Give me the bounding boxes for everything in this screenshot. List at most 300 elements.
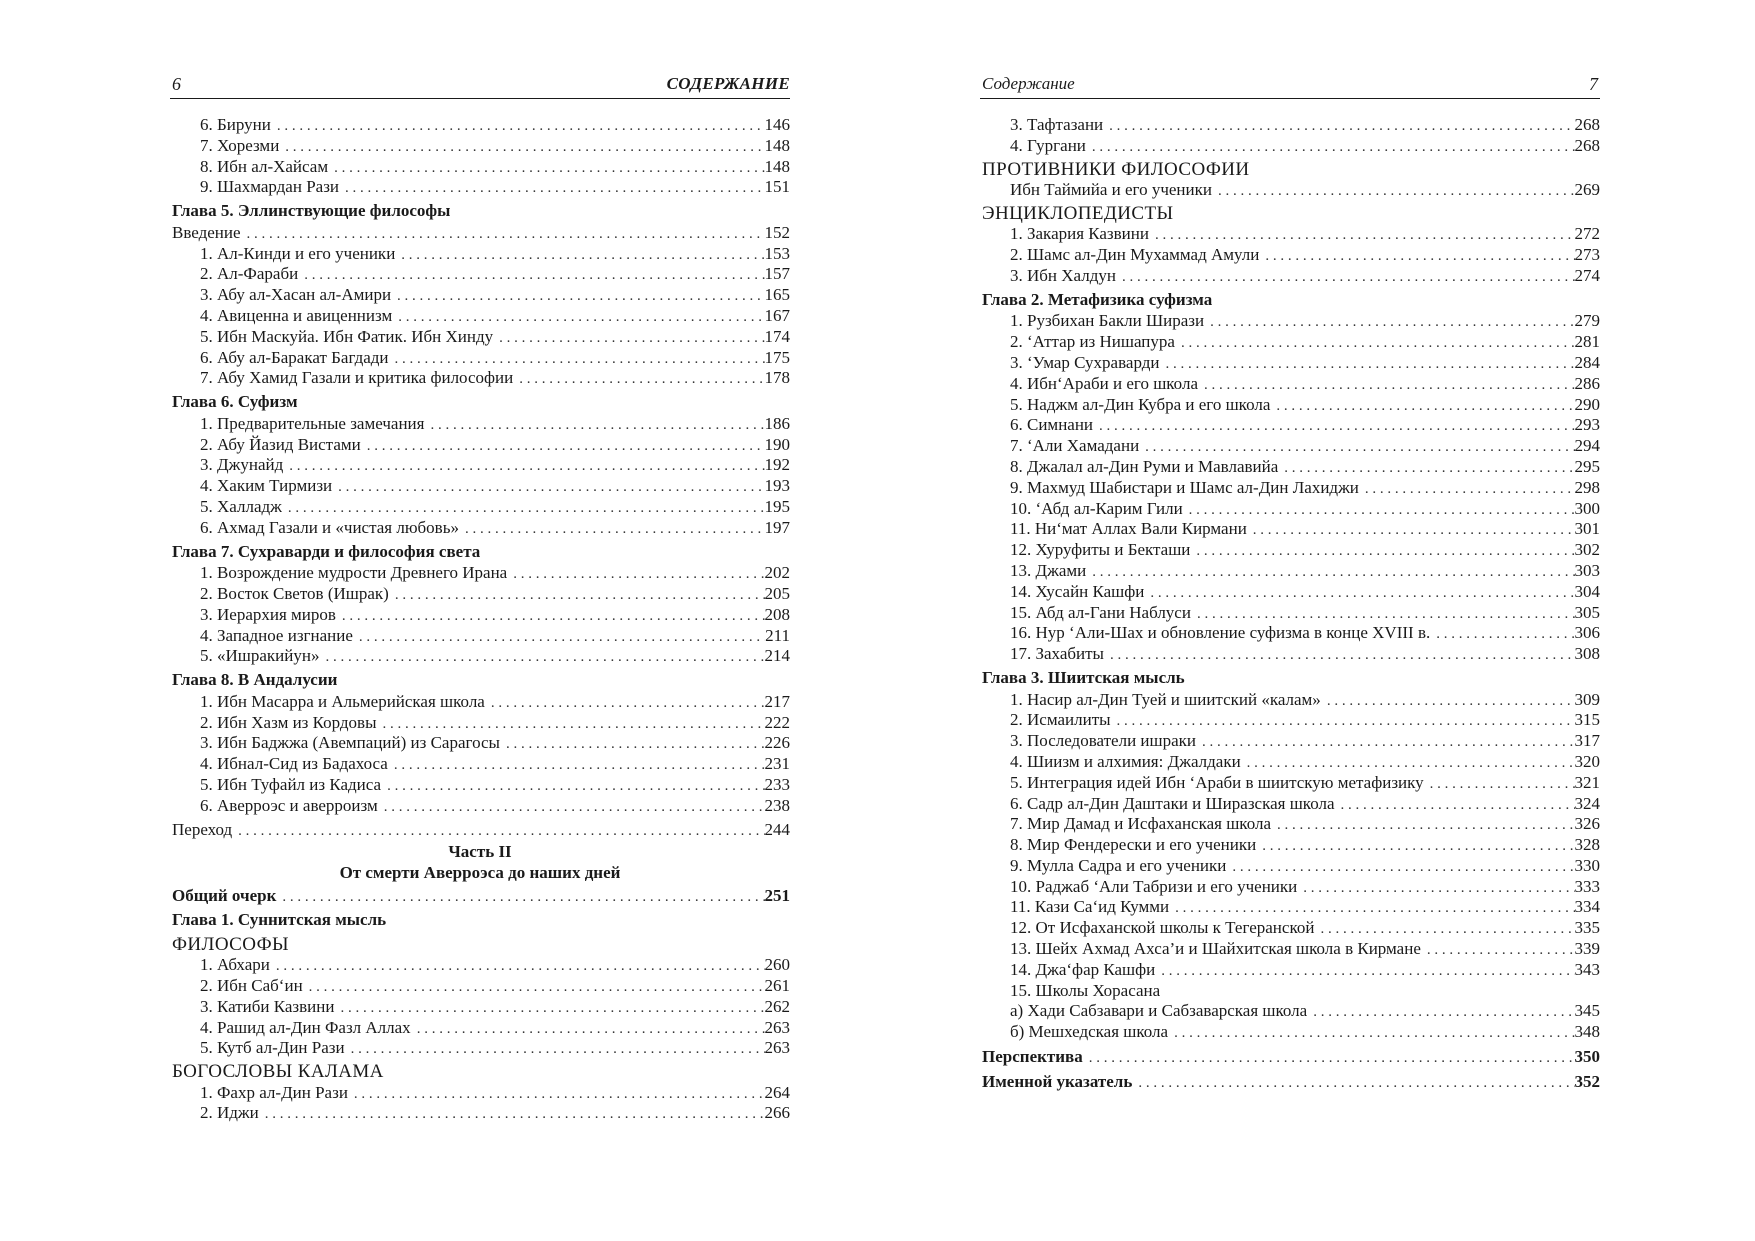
dot-leader [1303,878,1574,899]
toc-entry-title: 8. Ибн ал-Хайсам [200,156,329,176]
toc-entry [170,455,790,476]
toc-entry-title: 6. Ахмад Газали и «чистая любовь» [200,517,459,537]
dot-leader [1196,541,1574,562]
toc-entry-page: 157 [764,264,790,284]
dot-leader [282,887,764,908]
chapter-heading: Глава 5. Эллинствующие философы [172,201,451,221]
toc-entry [980,478,1600,499]
toc-entry-page: 261 [764,975,790,995]
toc-entry-page: 330 [1574,855,1600,875]
toc-entry-page: 268 [1574,135,1600,155]
toc-entry-title: Ибн Таймийа и его ученики [1010,180,1212,200]
toc-entry [170,775,790,796]
toc-entry-title: 2. Абу Йазид Вистами [200,434,361,454]
toc-entry [980,395,1600,416]
dot-leader [1174,1023,1574,1044]
dot-leader [1284,458,1574,479]
dot-leader [1089,1048,1575,1069]
toc-entry [170,976,790,997]
toc-entry-page: 339 [1574,939,1600,959]
toc-entry-title: 14. Хусайн Кашфи [1010,581,1145,601]
toc-entry-page: 186 [764,413,790,433]
toc-entry-title: 3. Катиби Казвини [200,996,335,1016]
dot-leader [359,627,765,648]
dot-leader [1436,624,1574,645]
toc-entry-title: 7. Хорезми [200,135,280,155]
toc-entry [980,436,1600,457]
toc-entry-title: 3. Абу ал-Хасан ал-Амири [200,285,392,305]
toc-entry-page: 153 [764,243,790,263]
dot-leader [1276,396,1574,417]
toc-entry [980,245,1600,266]
toc-entry [980,981,1600,1002]
dot-leader [383,714,765,735]
running-title: СОДЕРЖАНИЕ [666,74,790,93]
dot-leader [325,647,764,668]
toc-entry-title: 12. Хуруфиты и Бекташи [1010,540,1191,560]
toc-entry-title: 3. Джунайд [200,455,284,475]
toc-entry [980,623,1600,644]
dot-leader [309,977,765,998]
toc-entry-page: 300 [1574,498,1600,518]
right-page [980,0,1600,1241]
chapter-heading: Глава 3. Шиитская мысль [982,667,1185,687]
dot-leader [1092,562,1574,583]
toc-entry [980,752,1600,773]
dot-leader [1109,116,1574,137]
toc-entry [980,332,1600,353]
toc-entry-page: 178 [764,368,790,388]
toc-entry [170,136,790,157]
toc-entry-title: Общий очерк [172,886,277,906]
toc-entry-title: 3. Ибн Баджжа (Авемпаций) из Сарагосы [200,733,500,753]
dot-leader [289,456,764,477]
toc-entry-title: 5. Халладж [200,496,282,516]
toc-entry-page: 326 [1574,814,1600,834]
toc-entry-page: 335 [1574,918,1600,938]
toc-entry-page: 308 [1574,644,1600,664]
toc-entry-page: 268 [1574,115,1600,134]
toc-entry [980,1022,1600,1043]
section-heading: ЭНЦИКЛОПЕДИСТЫ [982,202,1174,224]
toc-entry-title: 4. Хаким Тирмизи [200,476,333,496]
dot-leader [1161,961,1574,982]
toc-entry-page: 205 [764,583,790,603]
page-number: 7 [1589,74,1598,94]
toc-entry-title: а) Хади Сабзавари и Сабзаварская школа [1010,1001,1308,1021]
dot-leader [1150,583,1574,604]
toc-entry [980,561,1600,582]
toc-entry [170,518,790,539]
dot-leader [1341,795,1575,816]
toc-entry-page: 305 [1574,602,1600,622]
dot-leader [384,797,765,818]
dot-leader [401,245,764,266]
dot-leader [1122,267,1575,288]
toc-entry-title: 3. Иерархия миров [200,604,336,624]
toc-entry [170,435,790,456]
toc-entry [170,285,790,306]
toc-entry-title: 4. Западное изгнание [200,625,353,645]
toc-entry [980,731,1600,752]
chapter-heading: Глава 6. Суфизм [172,392,298,412]
toc-entry [980,773,1600,794]
dot-leader [351,1039,765,1060]
toc-entry-page: 279 [1574,311,1600,331]
running-head [170,74,790,99]
dot-leader [304,265,764,286]
toc-entry [980,897,1600,918]
toc-entry [170,264,790,285]
toc-entry-page: 343 [1574,959,1600,979]
toc-entry [980,457,1600,478]
toc-entry-title: 13. Шейх Ахмад Ахса’и и Шайхитская школа в Кирмане [1010,939,1421,959]
toc-entry-page: 301 [1574,519,1600,539]
toc-entry-title: 4. Шиизм и алхимия: Джалдаки [1010,751,1241,771]
toc-entry-page: 244 [764,820,790,840]
toc-entry-title: 1. Рузбихан Бакли Ширази [1010,311,1205,331]
toc-entry-page: 304 [1574,581,1600,601]
toc-entry-title: 3. Последователи ишраки [1010,731,1197,751]
dot-leader [285,137,764,158]
toc-entry [170,605,790,626]
toc-entry-page: 202 [764,563,790,583]
toc-entry-page: 352 [1574,1071,1600,1091]
dot-leader [354,1084,765,1105]
toc-entry-title: 1. Предварительные замечания [200,413,425,433]
toc-entry [980,794,1600,815]
dot-leader [1262,836,1574,857]
toc-entry-title: 5. Ибн Туфайл из Кадиса [200,774,382,794]
toc-entry-title: 1. Фахр ал-Дин Рази [200,1082,348,1102]
toc-entry [980,835,1600,856]
toc-entry [170,1103,790,1124]
toc-entry [170,796,790,817]
dot-leader [465,519,765,540]
dot-leader [1218,181,1575,202]
chapter-heading: Глава 1. Суннитская мысль [172,910,387,930]
toc-entry-title: 1. Ибн Масарра и Альмерийская школа [200,691,485,711]
toc-entry-page: 334 [1574,897,1600,917]
toc-entry [170,177,790,198]
toc-entry-page: 348 [1574,1022,1600,1042]
toc-entry-page: 345 [1574,1001,1600,1021]
toc-entry-page: 222 [764,712,790,732]
toc-entry-title: 4. Гургани [1010,135,1086,155]
toc-entry-title: 7. ‘Али Хамадани [1010,436,1140,456]
toc-entry-page: 214 [764,646,790,666]
toc-entry-title: 4. Авиценна и авиценнизм [200,305,393,325]
toc-entry-page: 294 [1574,436,1600,456]
dot-leader [247,224,765,245]
toc-entry-title: Введение [172,222,241,242]
toc-entry [170,713,790,734]
toc-entry [170,584,790,605]
toc-list [170,115,790,1124]
toc-entry-title: 10. Раджаб ‘Али Табризи и его ученики [1010,876,1298,896]
toc-entry-title: 6. Симнани [1010,415,1094,435]
toc-entry-page: 269 [1574,180,1600,200]
toc-entry-title: 1. Абхари [200,955,270,975]
toc-entry-title: 4. Рашид ал-Дин Фазл Аллах [200,1017,411,1037]
toc-entry-page: 211 [765,625,790,645]
dot-leader [1181,333,1575,354]
toc-entry [980,115,1600,136]
toc-entry-title: 4. Ибн‘Араби и его школа [1010,373,1198,393]
toc-entry-title: 14. Джа‘фар Кашфи [1010,959,1156,979]
dot-leader [1117,711,1575,732]
toc-entry [980,710,1600,731]
toc-entry-title: 2. Иджи [200,1103,259,1123]
toc-entry-page: 193 [764,476,790,496]
toc-entry-page: 146 [764,115,790,134]
toc-entry-page: 165 [764,285,790,305]
toc-entry [980,499,1600,520]
toc-entry-title: 9. Мулла Садра и его ученики [1010,855,1227,875]
toc-entry [980,519,1600,540]
toc-entry [980,690,1600,711]
toc-entry-title: Именной указатель [982,1071,1133,1091]
toc-entry [170,692,790,713]
dot-leader [395,349,765,370]
left-page [170,0,790,1241]
toc-entry [980,877,1600,898]
toc-entry-title: 6. Садр ал-Дин Даштаки и Ширазская школа [1010,793,1335,813]
toc-entry [980,266,1600,287]
toc-entry [980,814,1600,835]
dot-leader [506,734,765,755]
toc-entry-page: 302 [1574,540,1600,560]
dot-leader [1202,732,1574,753]
dot-leader [1145,437,1574,458]
dot-leader [387,776,764,797]
toc-entry-title: 8. Джалал ал-Дин Руми и Мавлавийа [1010,456,1279,476]
dot-leader [1277,815,1574,836]
dot-leader [1197,604,1575,625]
toc-entry-page: 174 [764,326,790,346]
toc-entry [170,244,790,265]
toc-entry-title: 6. Бируни [200,115,271,134]
toc-entry-page: 273 [1574,245,1600,265]
toc-entry-title: Переход [172,820,233,840]
toc-entry-page: 286 [1574,373,1600,393]
toc-entry-page: 192 [764,455,790,475]
toc-entry [980,311,1600,332]
section-heading: ФИЛОСОФЫ [172,933,289,955]
toc-entry-title: 2. Восток Светов (Ишрак) [200,583,389,603]
toc-entry-title: 5. Кутб ал-Дин Рази [200,1038,345,1058]
toc-entry [980,582,1600,603]
toc-entry [980,918,1600,939]
toc-entry-page: 295 [1574,456,1600,476]
dot-leader [1175,898,1574,919]
dot-leader [1265,246,1574,267]
dot-leader [1210,312,1574,333]
dot-leader [1427,940,1575,961]
toc-entry-page: 284 [1574,352,1600,372]
dot-leader [367,436,765,457]
dot-leader [1253,520,1575,541]
toc-entry-title: Перспектива [982,1047,1083,1067]
toc-entry-title: 17. Захабиты [1010,644,1104,664]
toc-entry-title: 1. Ал-Кинди и его ученики [200,243,396,263]
dot-leader [277,116,765,137]
toc-entry [170,886,790,907]
toc-entry-title: 2. Шамс ал-Дин Мухаммад Амули [1010,245,1260,265]
toc-entry [170,115,790,136]
toc-entry-page: 263 [764,1017,790,1037]
running-head [980,74,1600,99]
toc-entry [980,1072,1600,1093]
dot-leader [430,415,764,436]
dot-leader [1110,645,1575,666]
toc-entry-title: 16. Нур ‘Али-Шах и обновление суфизма в конце XVIII в. [1010,623,1431,643]
dot-leader [1247,753,1575,774]
toc-entry [980,136,1600,157]
toc-entry-title: 7. Мир Дамад и Исфаханская школа [1010,814,1272,834]
toc-entry-page: 226 [764,733,790,753]
toc-entry-page: 217 [764,691,790,711]
toc-entry-page: 306 [1574,623,1600,643]
toc-entry-page: 321 [1574,772,1600,792]
toc-entry [170,306,790,327]
dot-leader [1138,1073,1574,1094]
toc-entry [980,224,1600,245]
toc-entry [980,415,1600,436]
toc-entry [170,368,790,389]
dot-leader [499,328,764,349]
toc-entry-title: 5. «Ишракийун» [200,646,320,666]
toc-entry-page: 263 [764,1038,790,1058]
toc-entry-title: 2. Ибн Саб‘ин [200,975,303,995]
dot-leader [1430,774,1575,795]
toc-entry-title: 3. Тафтазани [1010,115,1104,134]
toc-entry-title: 12. От Исфаханской школы к Тегеранской [1010,918,1315,938]
toc-entry-page: 350 [1574,1047,1600,1067]
toc-entry [980,1001,1600,1022]
section-heading: БОГОСЛОВЫ КАЛАМА [172,1061,384,1083]
toc-entry-title: 2. Исмаилиты [1010,710,1111,730]
toc-entry-title: 5. Ибн Маскуйа. Ибн Фатик. Ибн Хинду [200,326,494,346]
toc-entry-page: 328 [1574,835,1600,855]
toc-entry [980,180,1600,201]
toc-entry-title: 5. Наджм ал-Дин Кубра и его школа [1010,394,1271,414]
toc-entry [980,374,1600,395]
toc-entry-title: 3. ‘Умар Сухраварди [1010,352,1160,372]
toc-entry [170,1038,790,1059]
dot-leader [1092,137,1575,158]
dot-leader [345,178,764,199]
dot-leader [1204,375,1575,396]
toc-entry-title: 2. Ал-Фараби [200,264,299,284]
toc-entry-page: 290 [1574,394,1600,414]
toc-entry [170,157,790,178]
dot-leader [342,606,765,627]
dot-leader [1189,500,1575,521]
toc-entry-page: 266 [764,1103,790,1123]
dot-leader [1099,416,1574,437]
dot-leader [1165,354,1574,375]
toc-entry-title: 15. Абд ал-Гани Наблуси [1010,602,1191,622]
toc-entry-title: 10. ‘Абд ал-Карим Гили [1010,498,1183,518]
dot-leader [519,369,764,390]
toc-entry [980,960,1600,981]
toc-entry [980,856,1600,877]
toc-entry [170,348,790,369]
dot-leader [265,1104,765,1125]
toc-entry-page: 272 [1574,224,1600,244]
toc-entry-title: 4. Ибнал-Сид из Бадахоса [200,754,388,774]
toc-entry-page: 317 [1574,731,1600,751]
toc-entry [170,733,790,754]
toc-entry [170,754,790,775]
toc-entry-title: 9. Махмуд Шабистари и Шамс ал-Дин Лахиджи [1010,477,1359,497]
toc-entry [170,646,790,667]
toc-entry-title: 11. Кази Са‘ид Кумми [1010,897,1170,917]
toc-list [980,115,1600,1093]
dot-leader [276,956,765,977]
toc-entry-page: 303 [1574,560,1600,580]
toc-entry [980,540,1600,561]
toc-entry-page: 175 [764,347,790,367]
toc-entry-page: 320 [1574,751,1600,771]
toc-entry-title: 1. Возрождение мудрости Древнего Ирана [200,563,508,583]
toc-entry [980,353,1600,374]
toc-entry-page: 274 [1574,265,1600,285]
toc-entry [170,626,790,647]
toc-entry-page: 260 [764,955,790,975]
part-heading: От смерти Аверроэса до наших дней [339,862,621,882]
toc-entry-page: 315 [1574,710,1600,730]
dot-leader [491,693,765,714]
dot-leader [1232,857,1574,878]
toc-entry [980,939,1600,960]
toc-entry-page: 208 [764,604,790,624]
toc-entry-title: 2. ‘Аттар из Нишапура [1010,332,1175,352]
toc-entry-page: 264 [764,1082,790,1102]
toc-entry-title: 8. Мир Фендерески и его ученики [1010,835,1257,855]
toc-entry [170,820,790,841]
toc-entry-page: 167 [764,305,790,325]
toc-entry-page: 197 [764,517,790,537]
toc-entry-title: б) Мешхедская школа [1010,1022,1169,1042]
chapter-heading: Глава 8. В Андалусии [172,670,338,690]
chapter-heading: Глава 2. Метафизика суфизма [982,289,1213,309]
toc-entry-title: 13. Джами [1010,560,1087,580]
dot-leader [398,307,764,328]
toc-entry-title: 6. Абу ал-Баракат Багдади [200,347,389,367]
toc-entry-page: 293 [1574,415,1600,435]
toc-entry-title: 6. Аверроэс и аверроизм [200,795,378,815]
toc-entry [170,1083,790,1104]
toc-entry-page: 333 [1574,876,1600,896]
toc-entry-page: 251 [764,886,790,906]
dot-leader [394,755,765,776]
toc-entry [170,327,790,348]
toc-entry-page: 238 [764,795,790,815]
toc-entry-page: 195 [764,496,790,516]
running-title: Содержание [982,74,1075,93]
toc-entry-page: 148 [764,156,790,176]
toc-entry [980,1047,1600,1068]
toc-entry-title: 3. Ибн Халдун [1010,265,1116,285]
dot-leader [397,286,764,307]
toc-entry-title: 7. Абу Хамид Газали и критика философии [200,368,514,388]
dot-leader [1155,225,1575,246]
toc-entry [170,414,790,435]
toc-entry-page: 233 [764,774,790,794]
dot-leader [417,1019,765,1040]
